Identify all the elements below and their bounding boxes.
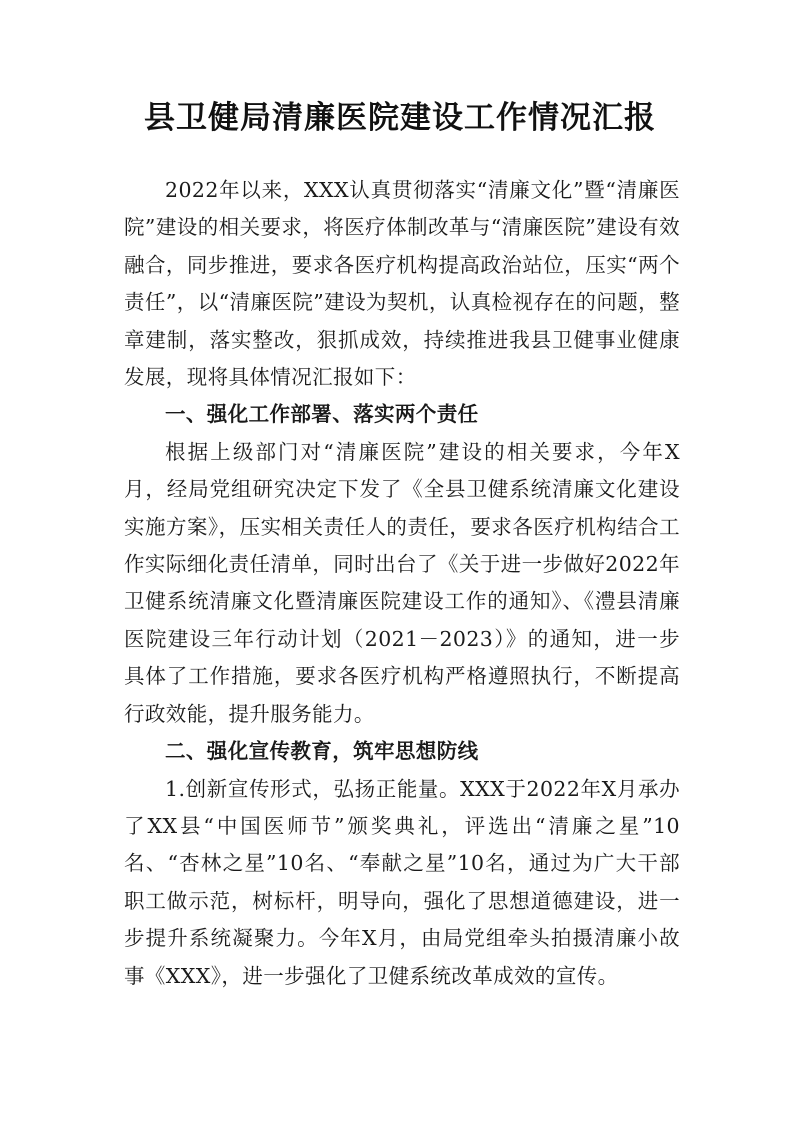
section-1-heading: 一、强化工作部署、落实两个责任: [165, 402, 479, 427]
intro-paragraph: 2022年以来，XXX认真贯彻落实“清廉文化”暨“清廉医院”建设的相关要求，将医疗体制改革与“清廉医院”建设有效融合，同步推进，要求各医疗机构提高政治站位，压实“两个责任”，以“清廉医院”建设为契机，认真检视存在的问题，整章建制，落实整改，狠抓成效，持续推进我县卫健事业健康发展，现将具体情况汇报如下：: [124, 178, 680, 390]
section-2-paragraph: 1.创新宣传形式，弘扬正能量。XXX于2022年X月承办了XX县“中国医师节”颁奖典礼，评选出“清廉之星”10名、“杏林之星”10名、“奉献之星”10名，通过为广大干部职工做示范，树标杆，明导向，强化了思想道德建设，进一步提升系统凝聚力。今年X月，由局党组牵头拍摄清廉小故事《XXX》，进一步强化了卫健系统改革成效的宣传。: [124, 776, 680, 988]
section-1-paragraph: 根据上级部门对“清廉医院”建设的相关要求，今年X月，经局党组研究决定下发了《全县卫健系统清廉文化建设实施方案》，压实相关责任人的责任，要求各医疗机构结合工作实际细化责任清单，同时出台了《关于进一步做好2022年卫健系统清廉文化暨清廉医院建设工作的通知》、《澧县清廉医院建设三年行动计划（2021－2023）》的通知，进一步具体了工作措施，要求各医疗机构严格遵照执行，不断提高行政效能，提升服务能力。: [124, 439, 680, 726]
section-2-heading: 二、强化宣传教育，筑牢思想防线: [165, 739, 479, 764]
document-body: [124, 172, 680, 995]
document-title: 县卫健局清廉医院建设工作情况汇报: [144, 100, 656, 136]
